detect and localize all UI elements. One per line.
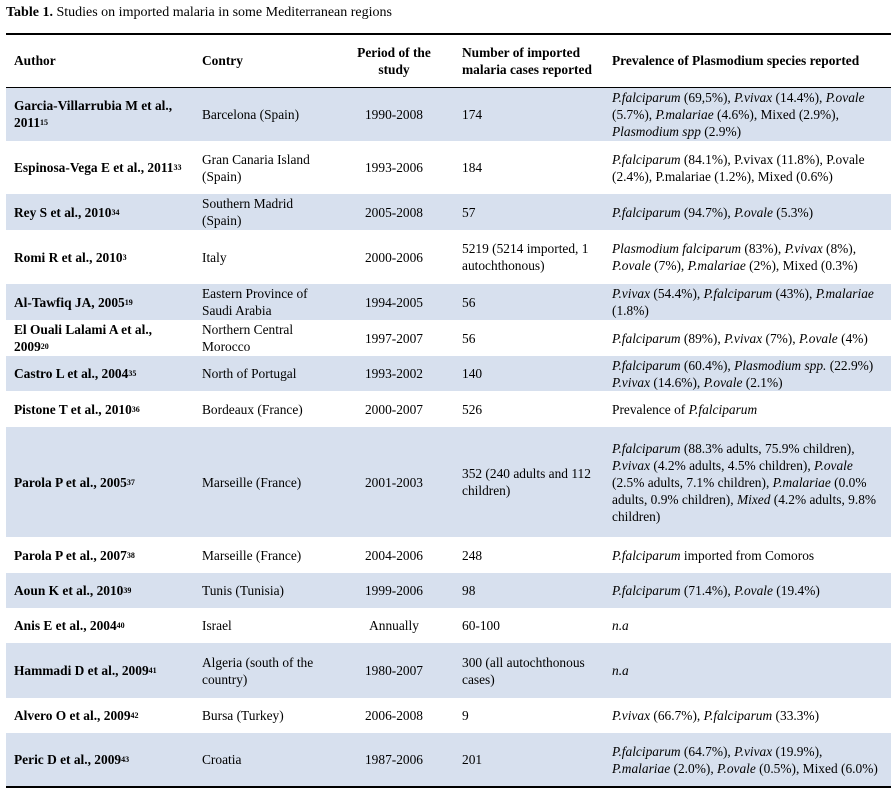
header-prevalence: Prevalence of Plasmodium species reported — [612, 53, 860, 69]
reference-number: 33 — [173, 163, 182, 172]
table-row — [6, 643, 891, 698]
country-cell: Southern Madrid (Spain) — [202, 196, 294, 228]
prevalence-text: (0.0% adults, 0.9% children), — [612, 474, 867, 507]
reference-number: 36 — [131, 404, 140, 414]
prevalence-text: (4.2% adults, 4.5% children), — [650, 457, 815, 473]
species-name: P.ovale — [612, 258, 651, 273]
table-row — [6, 320, 891, 356]
number-cell: 352 (240 adults and 112 children) — [462, 466, 591, 498]
country-cell: Tunis (Tunisia) — [202, 583, 284, 598]
table-caption-text: Studies on imported malaria in some Mediterranean regions — [52, 5, 392, 20]
author-cell — [6, 230, 194, 284]
country-cell: Bursa (Turkey) — [202, 708, 284, 723]
reference-number: 40 — [116, 621, 125, 630]
table-row — [6, 573, 891, 608]
table-caption-label: Table 1. — [6, 5, 53, 20]
country-cell: Gran Canaria Island (Spain) — [202, 151, 310, 184]
prevalence-text: (54.4%), — [650, 286, 704, 301]
species-name: P.ovale — [814, 457, 853, 473]
author-cell — [6, 643, 194, 698]
prevalence-text: (8%), — [822, 241, 857, 256]
prevalence-text: Prevalence of — [612, 401, 689, 417]
species-name: Plasmodium falciparum — [612, 241, 742, 256]
table-row — [6, 194, 891, 230]
author-name: Al-Tawfiq JA, 2005 — [14, 294, 125, 310]
prevalence-text: (2%), Mixed (0.3%) — [745, 258, 858, 273]
species-name: P.ovale — [798, 330, 838, 346]
reference-number: 39 — [123, 586, 132, 595]
prevalence-cell — [604, 141, 891, 194]
prevalence-text: (14.4%), — [772, 89, 826, 105]
author-cell — [6, 698, 194, 733]
species-name: P.falciparum — [612, 440, 681, 456]
author-name: Peric D et al., 2009 — [14, 752, 122, 767]
number-cell: 184 — [462, 160, 483, 175]
period-cell: 2004-2006 — [364, 547, 424, 563]
table-row — [6, 356, 891, 391]
country-cell: North of Portugal — [202, 366, 297, 381]
author-name: Garcia-Villarrubia M et al., 2011 — [14, 98, 173, 131]
species-name: P.vivax — [612, 457, 651, 473]
prevalence-text: (2.5% adults, 7.1% children), — [612, 474, 773, 490]
prevalence-text: (69,5%), — [680, 89, 735, 105]
prevalence-cell — [604, 427, 891, 537]
species-name: P.falciparum — [703, 286, 773, 301]
prevalence-text: (83%), — [741, 241, 785, 256]
author-cell — [6, 284, 194, 320]
table-row — [6, 698, 891, 733]
species-name: n.a — [612, 663, 629, 678]
species-name: P.falciparum — [612, 330, 681, 346]
prevalence-text: (64.7%), — [680, 743, 735, 759]
reference-number: 42 — [130, 711, 139, 720]
species-name: Mixed — [736, 491, 771, 507]
table-body — [6, 87, 891, 787]
prevalence-text: (5.3%) — [772, 204, 814, 220]
country-cell: Israel — [202, 618, 232, 633]
author-name: Parola P et al., 2005 — [14, 474, 127, 490]
prevalence-text: imported from Comoros — [680, 547, 815, 563]
period-cell: 1987-2006 — [364, 752, 424, 767]
species-name: Plasmodium spp — [612, 123, 701, 139]
period-cell: 2005-2008 — [364, 204, 424, 220]
species-name: P.falciparum — [612, 547, 681, 563]
author-name: Espinosa-Vega E et al., 2011 — [14, 160, 174, 175]
species-name: P.malariae — [772, 474, 831, 490]
prevalence-text: (89%), — [680, 330, 725, 346]
species-name: P.vivax — [734, 743, 773, 759]
prevalence-text: (0.5%), Mixed (6.0%) — [755, 760, 878, 776]
header-country: Contry — [202, 53, 243, 69]
period-cell: 1990-2008 — [364, 106, 424, 122]
table-row — [6, 537, 891, 573]
author-name: Alvero O et al., 2009 — [14, 708, 131, 723]
species-name: P.falciparum — [612, 89, 681, 105]
number-cell: 98 — [462, 583, 476, 598]
species-name: P.ovale — [734, 583, 773, 598]
species-name: n.a — [612, 618, 629, 633]
table-row — [6, 391, 891, 427]
prevalence-text: (1.8%) — [612, 303, 649, 318]
prevalence-text: (14.6%), — [650, 374, 704, 390]
period-cell: 1999-2006 — [364, 583, 424, 598]
author-name: El Ouali Lalami A et al., 2009 — [14, 322, 153, 354]
reference-number: 3 — [122, 252, 127, 262]
reference-number: 34 — [111, 207, 120, 217]
number-cell: 60-100 — [462, 618, 500, 633]
prevalence-text: (84.1%), P.vivax (11.8%), P.ovale (2.4%), P.malariae (1.2%), Mixed (0.6%) — [612, 151, 865, 184]
author-cell — [6, 320, 194, 356]
author-name: Anis E et al., 2004 — [14, 618, 117, 633]
author-cell — [6, 537, 194, 573]
species-name: P.vivax — [734, 89, 773, 105]
country-cell: Algeria (south of the country) — [202, 654, 314, 687]
table-caption — [6, 5, 392, 21]
prevalence-text: (4.6%), Mixed (2.9%), — [713, 106, 839, 122]
header-number: Number of imported malaria cases reported — [462, 44, 592, 77]
prevalence-text: (88.3% adults, 75.9% children), — [680, 440, 855, 456]
species-name: P.malariae — [612, 760, 671, 776]
header-author: Author — [14, 53, 56, 69]
prevalence-text: (5.7%), — [612, 106, 656, 122]
prevalence-text: (4%) — [837, 330, 868, 346]
period-cell: 1993-2006 — [364, 160, 424, 175]
species-name: P.malariae — [815, 286, 874, 301]
prevalence-text: (60.4%), — [680, 357, 735, 373]
author-name: Hammadi D et al., 2009 — [14, 663, 149, 678]
country-cell: Italy — [202, 249, 227, 265]
species-name: P.vivax — [612, 708, 651, 723]
prevalence-text: (2.1%) — [742, 374, 783, 390]
author-cell — [6, 573, 194, 608]
table-header-row — [6, 34, 891, 87]
reference-number: 43 — [121, 755, 130, 764]
reference-number: 38 — [126, 550, 135, 560]
author-cell — [6, 733, 194, 787]
species-name: P.ovale — [717, 760, 756, 776]
number-cell: 56 — [462, 294, 476, 310]
species-name: P.falciparum — [612, 357, 681, 373]
table-row — [6, 230, 891, 284]
prevalence-text: (2.0%), — [670, 760, 718, 776]
table-row — [6, 141, 891, 194]
number-cell: 56 — [462, 330, 476, 346]
species-name: P.vivax — [784, 241, 823, 256]
country-cell: Marseille (France) — [202, 474, 302, 490]
prevalence-cell — [604, 284, 891, 320]
number-cell: 140 — [462, 366, 483, 381]
species-name: P.falciparum — [612, 743, 681, 759]
species-name: P.falciparum — [688, 401, 758, 417]
species-name: P.ovale — [734, 204, 773, 220]
prevalence-cell — [604, 356, 891, 391]
author-cell — [6, 391, 194, 427]
author-cell — [6, 87, 194, 141]
prevalence-cell — [604, 87, 891, 141]
author-cell — [6, 194, 194, 230]
prevalence-text: (2.9%) — [700, 123, 742, 139]
header-period: Period of the study — [357, 44, 431, 77]
number-cell: 300 (all autochthonous cases) — [462, 654, 585, 687]
reference-number: 41 — [148, 666, 157, 675]
prevalence-cell — [604, 608, 891, 643]
reference-number: 15 — [40, 118, 49, 128]
prevalence-cell — [604, 194, 891, 230]
prevalence-text: (94.7%), — [680, 204, 735, 220]
reference-number: 19 — [124, 297, 133, 307]
author-name: Rey S et al., 2010 — [14, 204, 112, 220]
prevalence-text: (71.4%), — [680, 583, 735, 598]
number-cell: 201 — [462, 752, 483, 767]
species-name: P.falciparum — [612, 204, 681, 220]
prevalence-cell — [604, 391, 891, 427]
species-name: P.malariae — [655, 106, 714, 122]
period-cell: Annually — [369, 618, 419, 633]
country-cell: Northern Central Morocco — [202, 322, 294, 354]
prevalence-text: (19.4%) — [772, 583, 820, 598]
country-cell: Marseille (France) — [202, 547, 302, 563]
species-name: P.vivax — [612, 374, 651, 390]
period-cell: 2006-2008 — [364, 708, 424, 723]
number-cell: 5219 (5214 imported, 1 autochthonous) — [462, 241, 589, 273]
number-cell: 9 — [462, 708, 469, 723]
table-row — [6, 284, 891, 320]
prevalence-text: (33.3%) — [772, 708, 820, 723]
prevalence-text: (7%), — [650, 258, 688, 273]
period-cell: 1994-2005 — [364, 294, 424, 310]
prevalence-cell — [604, 320, 891, 356]
prevalence-cell — [604, 733, 891, 787]
country-cell: Eastern Province of Saudi Arabia — [202, 286, 308, 318]
species-name: P.falciparum — [612, 151, 681, 167]
table-row — [6, 427, 891, 537]
number-cell: 57 — [462, 204, 476, 220]
country-cell: Croatia — [202, 752, 242, 767]
number-cell: 248 — [462, 547, 483, 563]
reference-number: 20 — [40, 342, 49, 351]
prevalence-cell — [604, 643, 891, 698]
species-name: P.vivax — [724, 330, 763, 346]
species-name: P.falciparum — [612, 583, 681, 598]
country-cell: Barcelona (Spain) — [202, 106, 300, 122]
species-name: P.ovale — [703, 374, 743, 390]
prevalence-text: (19.9%), — [772, 743, 823, 759]
prevalence-cell — [604, 537, 891, 573]
period-cell: 2000-2006 — [364, 249, 424, 265]
period-cell: 2000-2007 — [364, 401, 424, 417]
number-cell: 526 — [462, 401, 483, 417]
table-row — [6, 733, 891, 787]
period-cell: 2001-2003 — [364, 474, 424, 490]
prevalence-cell — [604, 698, 891, 733]
author-name: Aoun K et al., 2010 — [14, 583, 124, 598]
species-name: P.vivax — [612, 286, 651, 301]
author-name: Romi R et al., 2010 — [14, 249, 123, 265]
table-row — [6, 608, 891, 643]
reference-number: 35 — [128, 369, 137, 378]
species-name: P.malariae — [687, 258, 746, 273]
period-cell: 1980-2007 — [364, 663, 424, 678]
period-cell: 1997-2007 — [364, 330, 424, 346]
prevalence-cell — [604, 230, 891, 284]
prevalence-text: (22.9%) — [826, 357, 874, 373]
author-name: Pistone T et al., 2010 — [14, 401, 132, 417]
author-cell — [6, 427, 194, 537]
species-name: P.ovale — [825, 89, 865, 105]
author-cell — [6, 356, 194, 391]
table-row — [6, 87, 891, 141]
prevalence-text: (7%), — [762, 330, 799, 346]
species-name: P.falciparum — [703, 708, 773, 723]
period-cell: 1993-2002 — [364, 366, 424, 381]
author-cell — [6, 608, 194, 643]
reference-number: 37 — [126, 477, 135, 487]
author-name: Parola P et al., 2007 — [14, 547, 127, 563]
number-cell: 174 — [462, 106, 483, 122]
prevalence-cell — [604, 573, 891, 608]
prevalence-text: (4.2% adults, 9.8% children) — [612, 491, 877, 524]
prevalence-text: (66.7%), — [650, 708, 704, 723]
author-cell — [6, 141, 194, 194]
prevalence-text: (43%), — [772, 286, 816, 301]
species-name: Plasmodium spp. — [734, 357, 827, 373]
malaria-studies-table — [6, 33, 891, 788]
country-cell: Bordeaux (France) — [202, 401, 303, 417]
author-name: Castro L et al., 2004 — [14, 366, 129, 381]
